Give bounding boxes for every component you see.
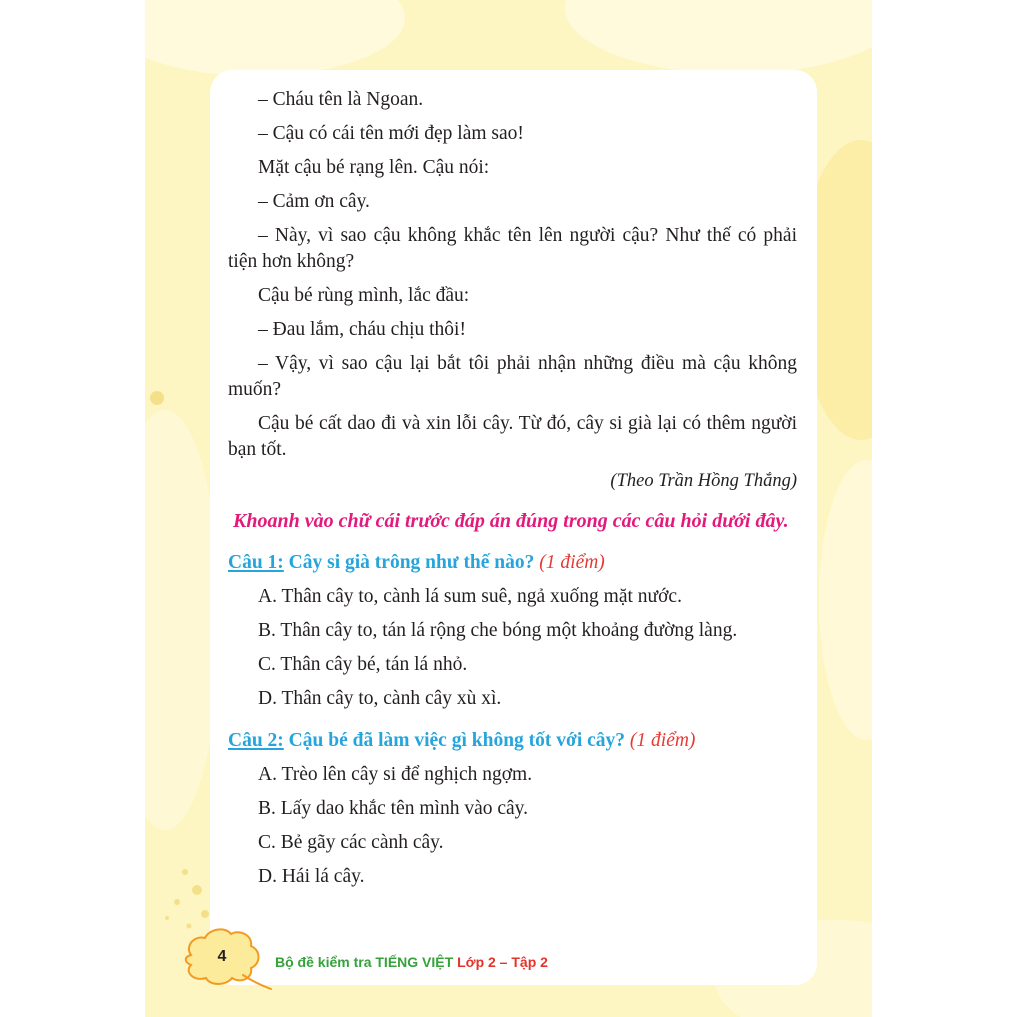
worksheet-content xyxy=(228,87,797,890)
story-paragraph xyxy=(228,351,797,403)
story-paragraph xyxy=(228,189,797,215)
story-line: bạn tốt. xyxy=(228,439,287,460)
answer-option-b: B. Lấy dao khắc tên mình vào cây. xyxy=(258,798,529,819)
question-1 xyxy=(228,550,797,712)
story-paragraph xyxy=(228,317,797,343)
answer-option-d: D. Hái lá cây. xyxy=(258,866,365,887)
instruction-text: Khoanh vào chữ cái trước đáp án đúng trong các câu hỏi dưới đây. xyxy=(233,510,789,532)
story-line: – Cậu có cái tên mới đẹp làm sao! xyxy=(258,123,524,144)
story-line: Cậu bé rùng mình, lắc đầu: xyxy=(258,285,470,306)
story-line: – Đau lắm, cháu chịu thôi! xyxy=(258,319,466,340)
question-heading xyxy=(228,550,797,576)
story-line: – Cảm ơn cây. xyxy=(258,191,370,212)
footer-title xyxy=(275,953,548,971)
story-text xyxy=(228,87,797,494)
answer-option-c: C. Thân cây bé, tán lá nhỏ. xyxy=(258,654,468,675)
footer-volume: Lớp 2 – Tập 2 xyxy=(457,954,548,970)
story-line: Cậu bé cất dao đi và xin lỗi cây. Từ đó, cây si già lại có thêm người xyxy=(258,413,797,434)
question-heading xyxy=(228,728,797,754)
story-paragraph xyxy=(228,121,797,147)
story-attribution: (Theo Trần Hồng Thắng) xyxy=(610,471,797,491)
story-paragraph xyxy=(228,283,797,309)
question-label: Câu 2: xyxy=(228,730,284,751)
answer-option-d: D. Thân cây to, cành cây xù xì. xyxy=(258,688,502,709)
story-line: – Cháu tên là Ngoan. xyxy=(258,89,424,110)
footer-series: Bộ đề kiểm tra xyxy=(275,954,372,970)
story-line: tiện hơn không? xyxy=(228,251,355,272)
story-line: – Này, vì sao cậu không khắc tên lên người cậu? Như thế có phải xyxy=(258,225,797,246)
page-number: 4 xyxy=(217,948,227,965)
question-label: Câu 1: xyxy=(228,552,284,573)
story-line: Mặt cậu bé rạng lên. Cậu nói: xyxy=(258,157,490,178)
question-2 xyxy=(228,728,797,890)
question-points: (1 điểm) xyxy=(629,730,696,751)
question-text: Cậu bé đã làm việc gì không tốt với cây? xyxy=(288,730,626,751)
question-text: Cây si già trông như thế nào? xyxy=(288,552,535,573)
question-points: (1 điểm) xyxy=(539,552,605,573)
story-paragraph xyxy=(228,411,797,463)
story-line: muốn? xyxy=(228,379,282,400)
story-paragraph xyxy=(228,87,797,113)
answer-option-a: A. Thân cây to, cành lá sum suê, ngả xuống mặt nước. xyxy=(258,586,682,607)
story-line: – Vậy, vì sao cậu lại bắt tôi phải nhận những điều mà cậu không xyxy=(258,353,797,374)
answer-option-a: A. Trèo lên cây si để nghịch ngợm. xyxy=(258,764,533,785)
answer-option-b: B. Thân cây to, tán lá rộng che bóng một khoảng đường làng. xyxy=(258,620,738,641)
footer-subject: TIẾNG VIỆT xyxy=(375,954,454,970)
answer-option-c: C. Bẻ gãy các cành cây. xyxy=(258,832,444,853)
story-paragraph xyxy=(228,155,797,181)
story-paragraph xyxy=(228,223,797,275)
